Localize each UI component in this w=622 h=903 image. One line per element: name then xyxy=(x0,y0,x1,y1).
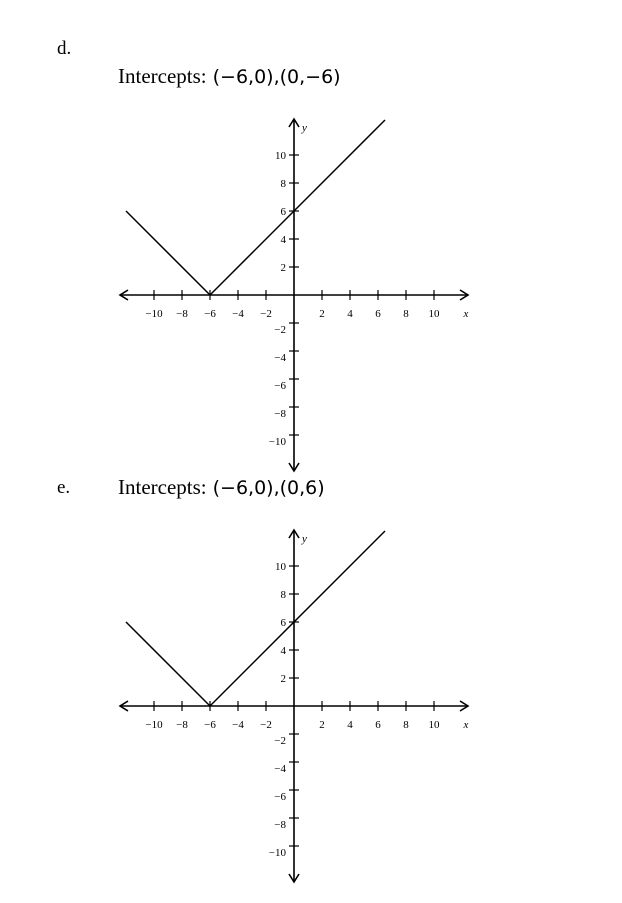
function-line xyxy=(126,531,385,706)
x-tick-label: 10 xyxy=(428,719,440,731)
y-axis-label: y xyxy=(302,533,307,545)
x-tick-label: −8 xyxy=(176,719,188,731)
x-tick-label: −10 xyxy=(145,308,163,320)
x-axis-label: x xyxy=(463,719,469,731)
x-tick-label: 4 xyxy=(347,308,353,320)
x-tick-label: −6 xyxy=(204,719,216,731)
intercepts-values: (−6,0),(0,−6) xyxy=(212,66,341,88)
function-line xyxy=(126,120,385,295)
y-tick-label: −2 xyxy=(274,735,286,747)
y-tick-label: −10 xyxy=(268,436,286,448)
intercepts-label: Intercepts: xyxy=(118,64,207,88)
y-tick-label: 10 xyxy=(275,561,286,573)
y-tick-label: 4 xyxy=(280,645,286,657)
x-axis-label: x xyxy=(463,308,469,320)
x-tick-label: −2 xyxy=(260,308,272,320)
y-tick-label: −6 xyxy=(274,380,286,392)
x-tick-label: −2 xyxy=(260,719,272,731)
graph-part-d xyxy=(0,108,622,478)
x-tick-label: −10 xyxy=(145,719,163,731)
x-tick-label: −4 xyxy=(232,308,244,320)
x-tick-label: 8 xyxy=(403,308,409,320)
x-tick-label: 10 xyxy=(428,308,440,320)
y-tick-label: 2 xyxy=(280,673,286,685)
y-tick-label: 4 xyxy=(280,234,286,246)
y-tick-label: −4 xyxy=(274,763,286,775)
x-tick-label: 6 xyxy=(375,308,381,320)
part-d-label: d. xyxy=(57,38,72,59)
y-tick-label: −4 xyxy=(274,352,286,364)
graph-part-e xyxy=(0,519,622,889)
y-tick-label: −8 xyxy=(274,408,286,420)
x-tick-label: 6 xyxy=(375,719,381,731)
x-tick-label: −8 xyxy=(176,308,188,320)
y-tick-label: −6 xyxy=(274,791,286,803)
x-tick-label: 2 xyxy=(319,308,325,320)
y-tick-label: 10 xyxy=(275,150,286,162)
intercepts-label: Intercepts: xyxy=(118,475,207,499)
y-tick-label: −2 xyxy=(274,324,286,336)
intercepts-values: (−6,0),(0,6) xyxy=(212,477,325,499)
y-tick-label: −10 xyxy=(268,847,286,859)
x-tick-label: −6 xyxy=(204,308,216,320)
y-tick-label: 6 xyxy=(280,206,286,218)
y-tick-label: −8 xyxy=(274,819,286,831)
part-e-intercepts xyxy=(118,475,325,500)
y-tick-label: 8 xyxy=(280,178,286,190)
x-tick-label: 4 xyxy=(347,719,353,731)
y-tick-label: 8 xyxy=(280,589,286,601)
x-tick-label: 2 xyxy=(319,719,325,731)
y-tick-label: 2 xyxy=(280,262,286,274)
y-axis-label: y xyxy=(302,122,307,134)
x-tick-label: 8 xyxy=(403,719,409,731)
part-e-label: e. xyxy=(57,477,71,498)
part-d-intercepts xyxy=(118,64,341,89)
x-tick-label: −4 xyxy=(232,719,244,731)
y-tick-label: 6 xyxy=(280,617,286,629)
